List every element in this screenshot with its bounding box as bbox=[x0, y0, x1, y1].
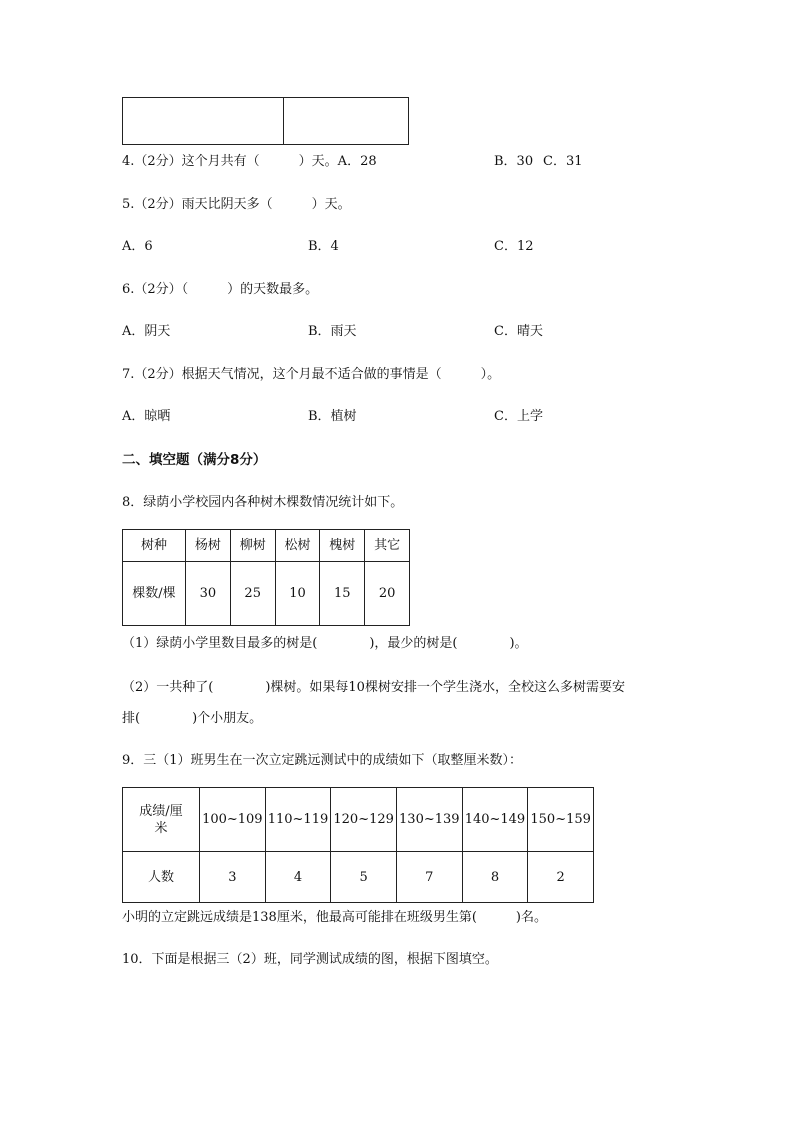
score-table-row-label: 人数 bbox=[123, 852, 200, 903]
question-7: 7.（2分）根据天气情况，这个月最不适合做的事情是（ ）。 bbox=[122, 367, 501, 382]
tree-table-header-cell: 杨树 bbox=[186, 530, 231, 562]
question-8-sub1: （1）绿荫小学里数目最多的树是( )，最少的树是( )。 bbox=[122, 636, 528, 651]
q7-option-a: A．晾晒 bbox=[122, 409, 171, 424]
tree-table-value-cell: 25 bbox=[230, 562, 275, 626]
score-count-cell: 3 bbox=[200, 852, 266, 903]
partial-table-cell bbox=[123, 98, 284, 145]
tree-table-value-cell: 15 bbox=[320, 562, 365, 626]
question-9-intro: 9．三（1）班男生在一次立定跳远测试中的成绩如下（取整厘米数）： bbox=[122, 753, 523, 768]
partial-table bbox=[122, 97, 409, 145]
section-title-fill-in: 二、填空题（满分8分） bbox=[122, 452, 267, 468]
q6-option-a: A．阴天 bbox=[122, 324, 171, 339]
q5-option-b: B．4 bbox=[308, 239, 339, 254]
question-4: 4.（2分）这个月共有（ ）天。A．28 bbox=[122, 154, 377, 169]
score-range-cell: 100~109 bbox=[200, 788, 266, 852]
score-count-cell: 5 bbox=[331, 852, 397, 903]
tree-table-header-cell: 柳树 bbox=[230, 530, 275, 562]
question-10-intro: 10．下面是根据三（2）班，同学测试成绩的图，根据下图填空。 bbox=[122, 952, 498, 967]
question-8-sub2-line2: 排( )个小朋友。 bbox=[122, 711, 263, 726]
question-6: 6.（2分）（ ）的天数最多。 bbox=[122, 282, 319, 297]
score-count-cell: 4 bbox=[265, 852, 331, 903]
tree-table-value-cell: 10 bbox=[275, 562, 320, 626]
tree-count-table bbox=[122, 529, 410, 626]
score-range-cell: 150~159 bbox=[528, 788, 594, 852]
score-table-header-label bbox=[123, 788, 200, 852]
q5-option-c: C．12 bbox=[494, 239, 534, 254]
q6-option-b: B．雨天 bbox=[308, 324, 357, 339]
tree-table-header-cell: 松树 bbox=[275, 530, 320, 562]
tree-table-row-label: 棵数/棵 bbox=[123, 562, 186, 626]
q5-option-a: A．6 bbox=[122, 239, 153, 254]
tree-table-value-cell: 30 bbox=[186, 562, 231, 626]
q4-option-c: C．31 bbox=[543, 154, 583, 169]
partial-table-cell bbox=[284, 98, 409, 145]
score-count-cell: 7 bbox=[396, 852, 462, 903]
tree-table-header-cell: 树种 bbox=[123, 530, 186, 562]
tree-table-header-cell: 槐树 bbox=[320, 530, 365, 562]
question-8-intro: 8．绿荫小学校园内各种树木棵数情况统计如下。 bbox=[122, 495, 404, 510]
q4-option-b: B．30 bbox=[494, 154, 534, 169]
question-8-sub2-line1: （2）一共种了( )棵树。如果每10棵树安排一个学生浇水，全校这么多树需要安 bbox=[122, 680, 625, 695]
score-header-label-line2: 米 bbox=[154, 820, 168, 836]
score-range-cell: 140~149 bbox=[462, 788, 528, 852]
score-range-cell: 120~129 bbox=[331, 788, 397, 852]
question-5: 5.（2分）雨天比阴天多（ ）天。 bbox=[122, 197, 351, 212]
q7-option-b: B．植树 bbox=[308, 409, 357, 424]
q6-option-c: C．晴天 bbox=[494, 324, 543, 339]
score-range-cell: 130~139 bbox=[396, 788, 462, 852]
q7-option-c: C．上学 bbox=[494, 409, 543, 424]
jump-score-table bbox=[122, 787, 594, 903]
tree-table-header-cell: 其它 bbox=[365, 530, 410, 562]
question-9-followup: 小明的立定跳远成绩是138厘米，他最高可能排在班级男生第( )名。 bbox=[122, 910, 547, 925]
tree-table-value-cell: 20 bbox=[365, 562, 410, 626]
score-header-label-line1: 成绩/厘 bbox=[139, 803, 183, 819]
score-range-cell: 110~119 bbox=[265, 788, 331, 852]
score-count-cell: 8 bbox=[462, 852, 528, 903]
score-count-cell: 2 bbox=[528, 852, 594, 903]
